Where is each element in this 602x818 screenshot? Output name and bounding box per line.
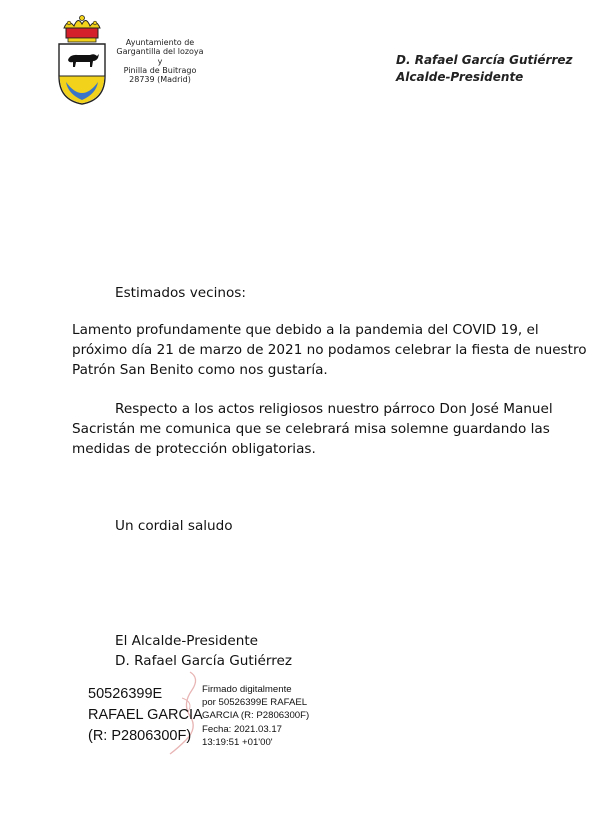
org-line-4: Pinilla de Buitrago bbox=[123, 66, 197, 75]
signer-name: D. Rafael García Gutiérrez bbox=[115, 653, 292, 669]
paragraph-2: Respecto a los actos religiosos nuestro párroco Don José Manuel Sacristán me comunica que se celebrará misa solemne guardando las medidas de protección obligatorias. bbox=[72, 401, 553, 457]
cert-detail-line-5: 13:19:51 +01'00' bbox=[202, 737, 273, 748]
org-line-2: Gargantilla del lozoya bbox=[116, 47, 204, 56]
cert-detail-line-4: Fecha: 2021.03.17 bbox=[202, 724, 283, 735]
cert-id-line-3: (R: P2806300F) bbox=[88, 728, 192, 744]
org-line-3: y bbox=[157, 57, 163, 66]
closing: Un cordial saludo bbox=[115, 518, 233, 534]
cert-detail-line-2: por 50526399E RAFAEL bbox=[202, 697, 308, 708]
signer-title: El Alcalde-Presidente bbox=[115, 633, 259, 649]
sender-title: Alcalde-Presidente bbox=[396, 70, 524, 84]
cert-id-line-1: 50526399E bbox=[88, 686, 163, 702]
sender-name: D. Rafael García Gutiérrez bbox=[396, 53, 573, 67]
cert-detail-line-3: GARCIA (R: P2806300F) bbox=[202, 710, 310, 721]
paragraph-1: Lamento profundamente que debido a la pandemia del COVID 19, el próximo día 21 de marzo de 2021 no podamos celebrar la fiesta de nuestro Patrón San Benito como nos gustaría. bbox=[72, 322, 587, 378]
cert-id-line-2: RAFAEL GARCIA bbox=[88, 707, 203, 723]
cert-detail-line-1: Firmado digitalmente bbox=[202, 684, 292, 695]
org-line-5: 28739 (Madrid) bbox=[129, 75, 191, 84]
greeting: Estimados vecinos: bbox=[115, 285, 246, 301]
org-line-1: Ayuntamiento de bbox=[125, 38, 195, 47]
